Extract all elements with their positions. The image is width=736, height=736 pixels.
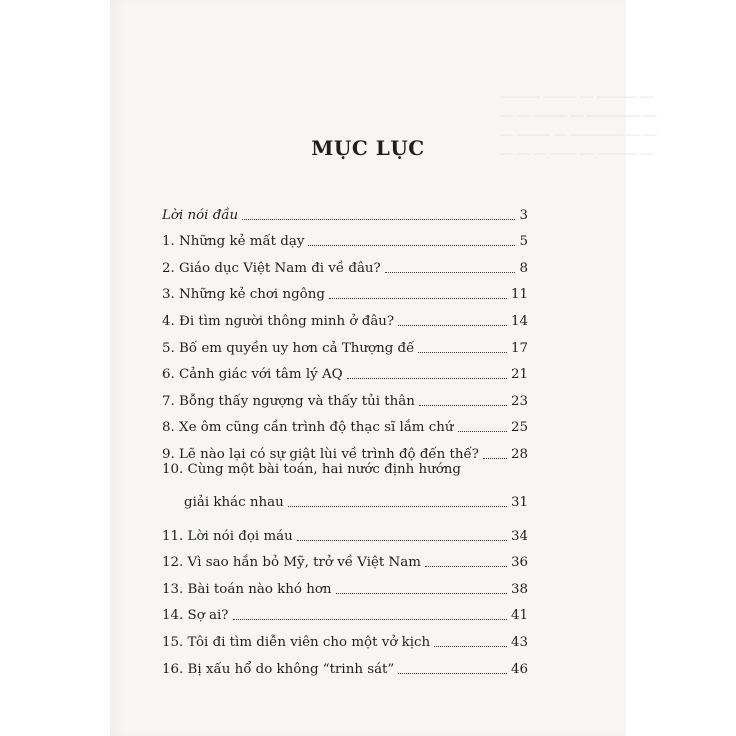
toc-entry-13[interactable]: [162, 570, 528, 597]
toc-entry-page: 46: [510, 661, 528, 677]
toc-entry-label: 6. Cảnh giác với tâm lý AQ: [162, 367, 343, 383]
dot-leader: [329, 298, 507, 299]
toc-entry-10[interactable]: [162, 462, 528, 517]
toc-entry-page: 23: [510, 393, 528, 409]
toc-entry-16[interactable]: [162, 650, 528, 677]
toc-entry-preface[interactable]: [162, 196, 528, 223]
dot-leader: [418, 352, 507, 353]
book-page: [110, 0, 657, 736]
dot-leader: [398, 325, 507, 326]
toc-entry-5[interactable]: [162, 329, 528, 356]
toc-entry-page: 41: [510, 608, 528, 624]
dot-leader: [242, 219, 515, 220]
toc-entry-12[interactable]: [162, 544, 528, 571]
toc-title: MỤC LỤC: [311, 136, 425, 160]
show-through-text: ────── ───── ── ────── ── ── ── ───── ── ──────── ── ── ───── ── ──────── ── ── ── ── ── ──── ── ────── ──: [500, 91, 657, 161]
toc-entry-label: 1. Những kẻ mất dạy: [162, 234, 305, 250]
toc-entry-page: 31: [510, 494, 528, 510]
toc-entry-label: 5. Bố em quyền uy hơn cả Thượng đế: [162, 340, 415, 356]
toc-entry-label: 16. Bị xấu hổ do không “trinh sát”: [162, 661, 395, 677]
toc-entry-label: 8. Xe ôm cũng cần trình độ thạc sĩ lắm chứ: [162, 420, 454, 436]
dot-leader: [336, 593, 507, 594]
toc-entry-label: 11. Lời nói đọi máu: [162, 528, 293, 544]
table-of-contents: [162, 196, 528, 677]
toc-entry-7[interactable]: [162, 382, 528, 409]
dot-leader: [483, 458, 507, 459]
toc-entry-page: 28: [510, 446, 528, 462]
toc-entry-label: 7. Bỗng thấy ngượng và thấy tủi thân: [162, 393, 415, 409]
toc-entry-page: 14: [510, 313, 528, 329]
dot-leader: [434, 646, 507, 647]
toc-entry-label: Lời nói đầu: [162, 207, 239, 223]
toc-entry-label: 4. Đi tìm người thông minh ở đâu?: [162, 313, 395, 329]
toc-entry-label: 14. Sợ ai?: [162, 608, 229, 624]
toc-entry-4[interactable]: [162, 302, 528, 329]
toc-entry-8[interactable]: [162, 409, 528, 436]
dot-leader: [308, 245, 515, 246]
toc-entry-label-line1: 10. Cùng một bài toán, hai nước định hướng: [162, 461, 462, 477]
dot-leader: [385, 272, 516, 273]
dot-leader: [347, 378, 507, 379]
toc-entry-page: 34: [510, 528, 528, 544]
dot-leader: [419, 405, 507, 406]
toc-entry-page: 3: [519, 207, 528, 223]
toc-entry-label-line2: giải khác nhau: [184, 494, 284, 510]
toc-entry-page: 11: [510, 287, 528, 303]
toc-entry-14[interactable]: [162, 597, 528, 624]
dot-leader: [398, 673, 507, 674]
dot-leader: [297, 540, 507, 541]
toc-entry-11[interactable]: [162, 517, 528, 544]
toc-entry-page: 36: [510, 555, 528, 571]
toc-entry-15[interactable]: [162, 623, 528, 650]
toc-entry-label: 3. Những kẻ chơi ngông: [162, 287, 325, 303]
toc-entry-page: 21: [510, 367, 528, 383]
toc-entry-page: 17: [510, 340, 528, 356]
toc-entry-label: 9. Lẽ nào lại có sự giật lùi về trình độ đến thế?: [162, 446, 479, 462]
dot-leader: [458, 431, 507, 432]
toc-entry-label: 12. Vì sao hắn bỏ Mỹ, trở về Việt Nam: [162, 555, 421, 571]
toc-entry-label: 13. Bài toán nào khó hơn: [162, 581, 332, 597]
dot-leader: [288, 506, 507, 507]
dot-leader: [425, 566, 507, 567]
toc-entry-9[interactable]: [162, 435, 528, 462]
toc-entry-page: 8: [519, 260, 528, 276]
toc-entry-3[interactable]: [162, 276, 528, 303]
toc-entry-page: 43: [510, 634, 528, 650]
toc-entry-page: 38: [510, 581, 528, 597]
toc-entry-label: 15. Tôi đi tìm diễn viên cho một vở kịch: [162, 634, 431, 650]
toc-entry-label: 2. Giáo dục Việt Nam đi về đâu?: [162, 260, 381, 276]
toc-entry-6[interactable]: [162, 356, 528, 383]
toc-entry-page: 25: [510, 420, 528, 436]
toc-entry-page: 5: [519, 234, 528, 250]
toc-entry-1[interactable]: [162, 223, 528, 250]
dot-leader: [233, 619, 507, 620]
toc-entry-2[interactable]: [162, 249, 528, 276]
